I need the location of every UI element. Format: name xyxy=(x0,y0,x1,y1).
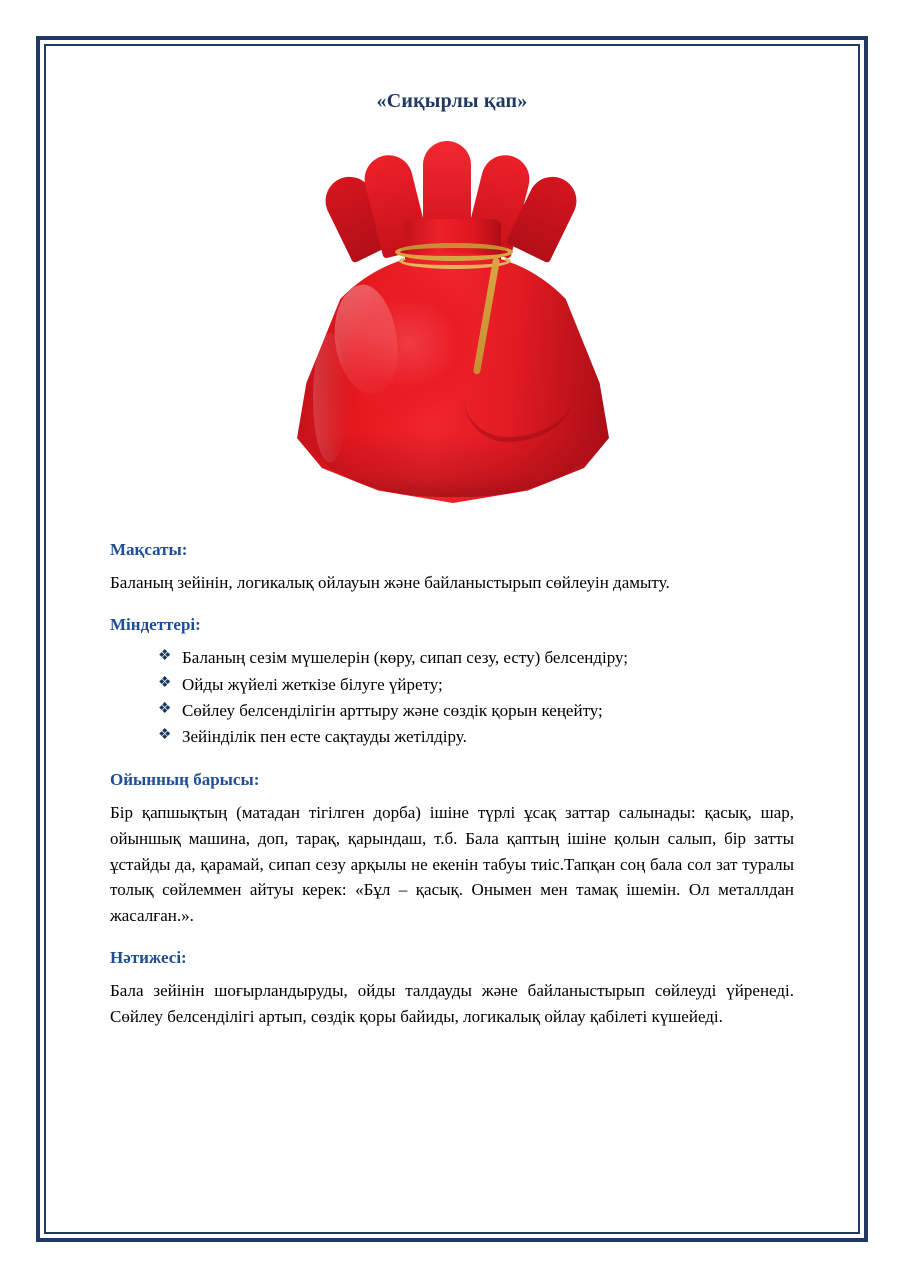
diamond-bullet-icon: ❖ xyxy=(158,701,172,718)
diamond-bullet-icon: ❖ xyxy=(158,674,172,691)
list-item-label: Зейінділік пен есте сақтауды жетілдіру. xyxy=(182,727,467,747)
illustration-container xyxy=(44,133,860,533)
section-heading-oiynnyn-barysy: Ойынның барысы: xyxy=(110,769,260,789)
objectives-list xyxy=(110,645,794,750)
diamond-bullet-icon: ❖ xyxy=(158,727,172,744)
red-drawstring-sack-image xyxy=(287,133,617,528)
list-item xyxy=(158,698,794,724)
sack-body xyxy=(297,253,609,503)
page-title: «Сиқырлы қап» xyxy=(376,90,528,112)
list-item-label: Ойды жүйелі жеткізе білуге үйрету; xyxy=(182,674,443,694)
section-paragraph-natijesi: Бала зейінін шоғырландыруды, ойды талдауды және байланыстырып сөйлеуді үйренеді. Сөйлеу белсенділігі артып, сөздік қоры байиды, логикалық ойлау қабілеті күшейеді. xyxy=(110,981,794,1027)
page-content xyxy=(44,44,860,1234)
section-heading-mindetteri: Міндеттері: xyxy=(110,615,201,635)
section-paragraph-maqsaty: Баланың зейінін, логикалық ойлауын және байланыстырып сөйлеуін дамыту. xyxy=(110,573,670,593)
list-item xyxy=(158,645,794,671)
section-heading-maqsaty: Мақсаты: xyxy=(110,540,188,559)
diamond-bullet-icon: ❖ xyxy=(158,648,172,665)
document-body xyxy=(44,539,860,1030)
section-heading-natijesi: Нәтижесі: xyxy=(110,948,187,968)
list-item xyxy=(158,672,794,698)
list-item xyxy=(158,724,794,750)
list-item-label: Сөйлеу белсенділігін арттыру және сөздік қорын кеңейту; xyxy=(182,701,603,721)
section-paragraph-oiynnyn-barysy: Бір қапшықтың (матадан тігілген дорба) ішіне түрлі ұсақ заттар салынады: қасық, шар, ойыншық машина, доп, тарақ, қарындаш, т.б. Бала қаптың ішіне қолын салып, бір затты ұстайды да, қарамай, сипап сезу арқылы не екенін табуы тиіс.Тапқан соң бала сол зат туралы толық сөйлеммен айтуы керек: «Бұл – қасық. Онымен мен тамақ ішемін. Ол металлдан жасалған.». xyxy=(110,802,794,926)
list-item-label: Баланың сезім мүшелерін (көру, сипап сезу, есту) белсендіру; xyxy=(182,648,628,668)
